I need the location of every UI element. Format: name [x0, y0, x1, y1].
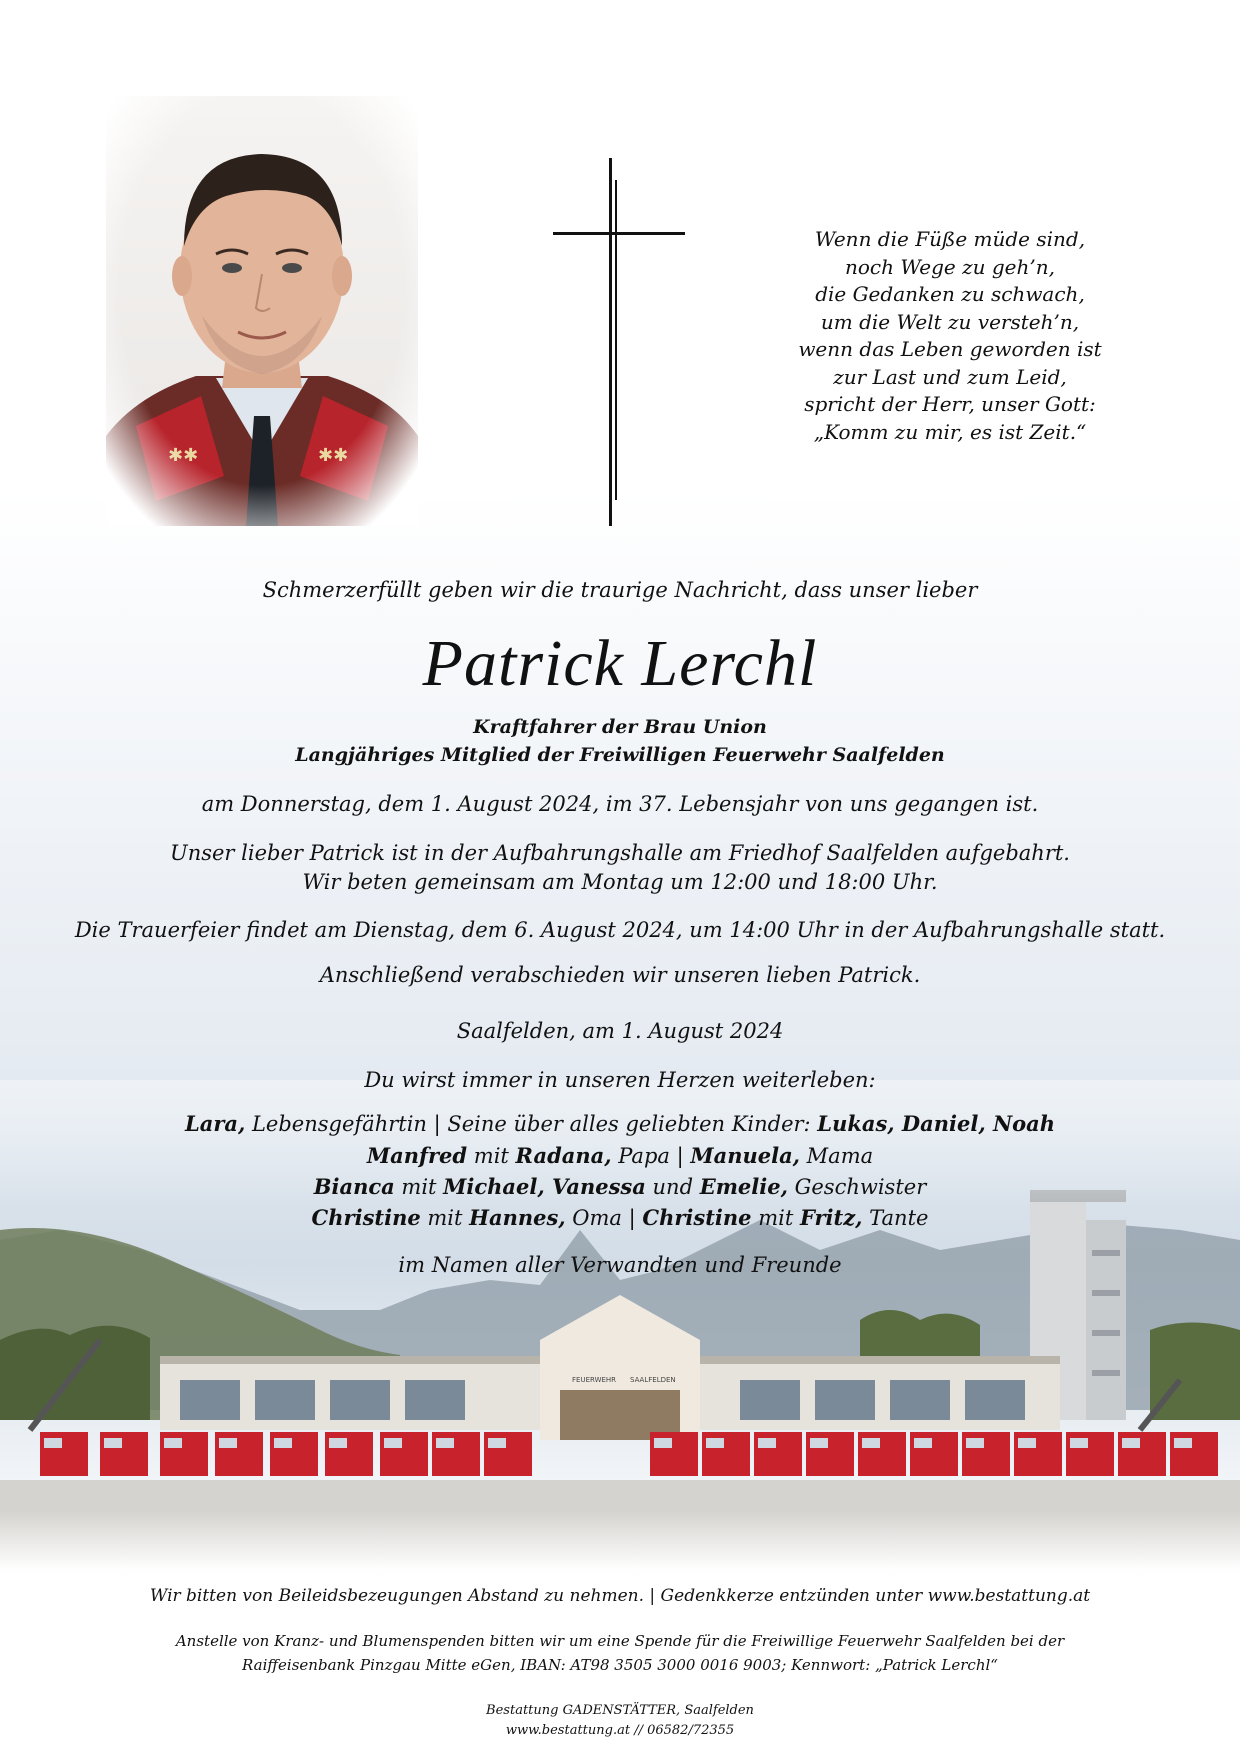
- portrait-photo: [106, 96, 418, 526]
- poem-line: Wenn die Füße müde sind,: [814, 227, 1086, 251]
- membership-line: Langjähriges Mitglied der Freiwilligen Feuerwehr Saalfelden: [295, 744, 945, 766]
- family-relation: mit: [420, 1206, 470, 1230]
- deceased-name: Patrick Lerchl: [422, 627, 818, 700]
- intro-text: Schmerzerfüllt geben wir die traurige Nachricht, dass unser lieber: [262, 578, 978, 602]
- family-name: Lukas, Daniel, Noah: [817, 1111, 1056, 1136]
- wake-info: Unser lieber Patrick ist in der Aufbahrungshalle am Friedhof Saalfelden aufgebahrt.: [170, 841, 1070, 865]
- family-relation: Lebensgefährtin | Seine über alles geliebten Kinder:: [245, 1112, 818, 1136]
- poem-line: spricht der Herr, unser Gott:: [804, 392, 1096, 416]
- family-name: Manuela,: [690, 1143, 800, 1168]
- family-line: [0, 1111, 1240, 1136]
- family-relation: mit: [394, 1175, 444, 1199]
- death-notice: am Donnerstag, dem 1. August 2024, im 37. Lebensjahr von uns gegangen ist.: [201, 792, 1039, 816]
- family-name: Manfred: [366, 1143, 468, 1168]
- family-name: Fritz,: [799, 1205, 863, 1230]
- family-name: Hannes,: [469, 1205, 566, 1230]
- poem-line: wenn das Leben geworden ist: [798, 337, 1102, 361]
- family-line: [0, 1205, 1240, 1230]
- family-relation: Mama: [800, 1144, 874, 1168]
- family-relation: und: [645, 1175, 700, 1199]
- donation-note: Anstelle von Kranz- und Blumenspenden bitten wir um eine Spende für die Freiwillige Feuerwehr Saalfelden bei der: [175, 1632, 1065, 1650]
- family-relation: mit: [751, 1206, 800, 1230]
- family-line: [0, 1174, 1240, 1199]
- bank-details: Raiffeisenbank Pinzgau Mitte eGen, IBAN: AT98 3505 3000 0016 9003; Kennwort: „Patrick Lerchl“: [242, 1656, 998, 1674]
- family-name: Radana,: [515, 1143, 612, 1168]
- undertaker-name: Bestattung GADENSTÄTTER, Saalfelden: [486, 1703, 754, 1718]
- family-name: Emelie,: [699, 1174, 788, 1199]
- cross-icon: [553, 158, 685, 526]
- family-relation: mit: [467, 1144, 516, 1168]
- poem-line: um die Welt zu versteh’n,: [820, 309, 1080, 334]
- occupation-line: Kraftfahrer der Brau Union: [473, 716, 767, 738]
- family-name: Christine: [311, 1205, 421, 1230]
- undertaker-contact: www.bestattung.at // 06582/72355: [505, 1723, 735, 1738]
- family-relation: Papa |: [611, 1144, 691, 1168]
- family-relation: Geschwister: [787, 1175, 927, 1199]
- family-name: Lara,: [184, 1111, 246, 1136]
- funeral-info: Die Trauerfeier findet am Dienstag, dem 6. August 2024, um 14:00 Uhr in der Aufbahrungshalle statt.: [74, 918, 1166, 942]
- prayer-times: Wir beten gemeinsam am Montag um 12:00 und 18:00 Uhr.: [302, 870, 938, 894]
- poem-line: zur Last und zum Leid,: [833, 364, 1067, 389]
- memorial-line: Du wirst immer in unseren Herzen weiterleben:: [364, 1068, 876, 1092]
- poem-line: noch Wege zu geh’n,: [844, 254, 1055, 279]
- family-name: Bianca: [313, 1174, 395, 1199]
- family-relation: Oma |: [565, 1206, 643, 1230]
- family-name: Christine: [642, 1205, 752, 1230]
- place-date: Saalfelden, am 1. August 2024: [456, 1019, 784, 1043]
- poem: [760, 226, 1140, 446]
- family-relation: Tante: [862, 1206, 929, 1230]
- poem-line: die Gedanken zu schwach,: [815, 282, 1085, 306]
- poem-line: „Komm zu mir, es ist Zeit.“: [813, 419, 1087, 444]
- family-line: [0, 1143, 1240, 1168]
- family-name: Michael, Vanessa: [443, 1174, 646, 1199]
- farewell-text: Anschließend verabschieden wir unseren lieben Patrick.: [319, 963, 921, 987]
- condolence-note: Wir bitten von Beileidsbezeugungen Abstand zu nehmen. | Gedenkkerze entzünden unter www.bestattung.at: [149, 1586, 1091, 1606]
- closing-line: im Namen aller Verwandten und Freunde: [398, 1253, 842, 1277]
